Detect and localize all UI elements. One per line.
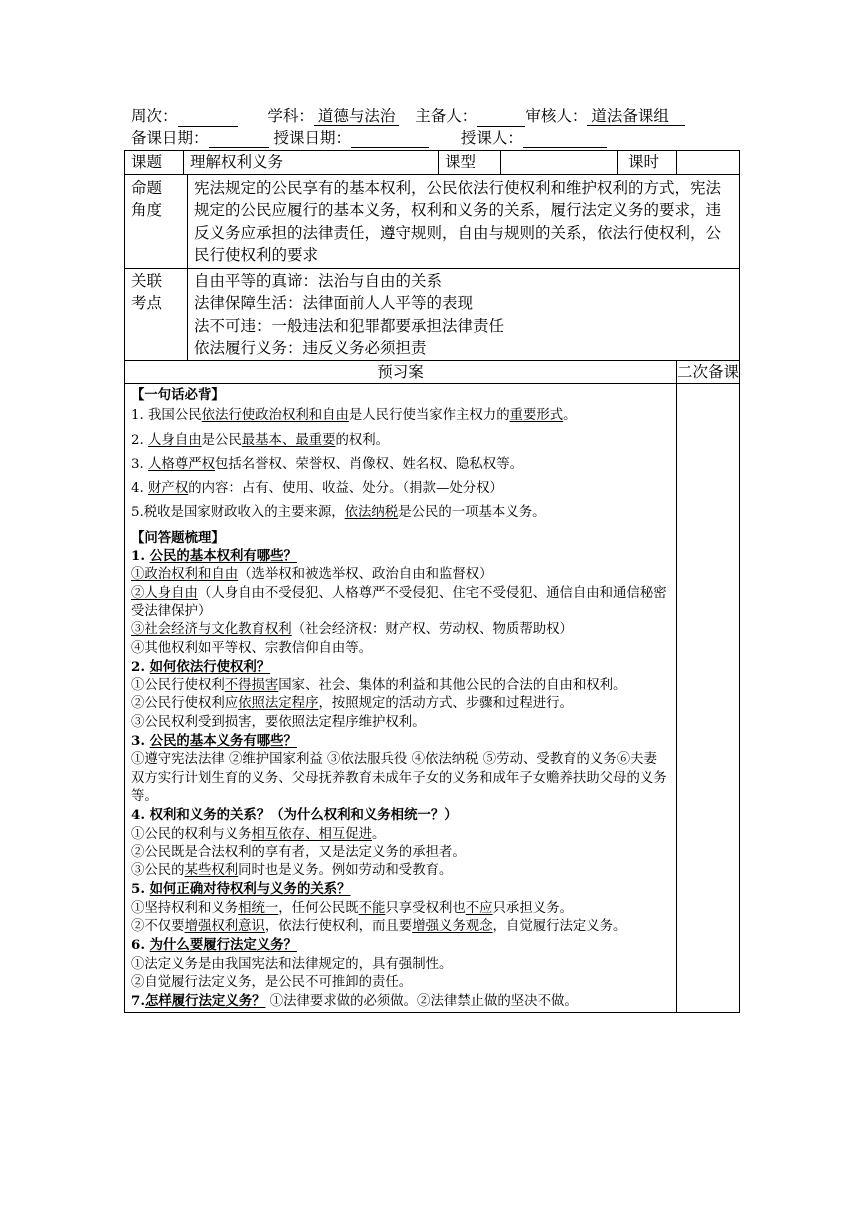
answer-line: ③公民的某些权利同时也是义务。例如劳动和受教育。 xyxy=(131,863,453,879)
question-6: 6. 为什么要履行法定义务？ xyxy=(131,937,297,954)
prep-date-label: 备课日期： xyxy=(131,129,209,147)
related-item: 依法履行义务：违反义务必须担责 xyxy=(194,339,427,357)
related-label-1: 关联 xyxy=(131,271,163,290)
header-line-2 xyxy=(131,128,607,148)
teacher-label: 授课人： xyxy=(460,129,523,147)
teacher-blank xyxy=(523,130,607,148)
question-4: 4. 权利和义务的关系？（为什么权利和义务相统一？） xyxy=(131,807,458,824)
question-5: 5. 如何正确对待权利与义务的关系？ xyxy=(131,881,351,898)
memorize-item-4: 4. 财产权的内容：占有、使用、收益、处分。（捐款—处分权） xyxy=(131,481,503,497)
answer-line: ③公民权利受到损害，要依照法定程序维护权利。 xyxy=(131,714,426,730)
topic-row xyxy=(125,151,740,175)
subject-label: 学科： xyxy=(267,107,314,125)
related-list xyxy=(188,268,740,360)
question-3: 3. 公民的基本义务有哪些？ xyxy=(131,733,297,750)
period-label: 课时 xyxy=(618,151,677,175)
related-row xyxy=(125,268,740,360)
question-2: 2. 如何依法行使权利？ xyxy=(131,658,271,675)
topic-label: 课题 xyxy=(125,151,184,175)
answer-line: ②公民行使权利应依照法定程序，按照规定的活动方式、步骤和过程进行。 xyxy=(131,696,573,712)
second-prep-cell xyxy=(677,384,740,1013)
prep-date-blank xyxy=(209,130,269,148)
answer-line: ②人身自由（人身自由不受侵犯、人格尊严不受侵犯、住宅不受侵犯、通信自由和通信秘密受法律保护） xyxy=(131,585,667,619)
header-line-1 xyxy=(131,106,685,127)
related-item: 自由平等的真谛：法治与自由的关系 xyxy=(194,271,443,290)
answer-line: ②公民既是合法权利的享有者，又是法定义务的承担者。 xyxy=(131,844,466,860)
subject-value: 道德与法治 xyxy=(314,107,400,126)
memorize-item-5: 5.税收是国家财政收入的主要来源，依法纳税是公民的一项基本义务。 xyxy=(131,505,546,521)
preview-header-row xyxy=(125,360,740,384)
period-value xyxy=(677,151,740,175)
second-prep-header: 二次备课 xyxy=(677,360,740,384)
teach-date-blank xyxy=(351,130,429,148)
preparer-label: 主备人： xyxy=(415,107,478,125)
answer-line: ①法定义务是由我国宪法和法律规定的，具有强制性。 xyxy=(131,956,453,972)
teach-date-label: 授课日期： xyxy=(273,129,351,147)
type-label: 课型 xyxy=(439,151,501,175)
topic-value: 理解权利义务 xyxy=(184,151,439,175)
angle-text: 宪法规定的公民享有的基本权利，公民依法行使权利和维护权利的方式，宪法规定的公民应履行的基本义务，权利和义务的关系，履行法定义务的要求，违反义务应承担的法律责任，遵守规则，自由与规则的关系，依法行使权利，公民行使权利的要求 xyxy=(188,174,740,268)
question-7: 7.怎样履行法定义务？ ①法律要求做的必须做。②法律禁止做的坚决不做。 xyxy=(131,993,578,1010)
preview-content xyxy=(125,384,677,1013)
angle-label xyxy=(125,174,188,268)
reviewer-label: 审核人： xyxy=(525,107,588,125)
memorize-item-3: 3. 人格尊严权包括名誉权、荣誉权、肖像权、姓名权、隐私权等。 xyxy=(131,456,523,472)
related-label-2: 考点 xyxy=(131,294,163,312)
week-label: 周次： xyxy=(131,107,178,125)
answer-line: ②不仅要增强权利意识，依法行使权利，而且要增强义务观念，自觉履行法定义务。 xyxy=(131,919,627,935)
preview-content-row xyxy=(125,384,740,1013)
section-title: 【问答题梳理】 xyxy=(131,529,225,546)
reviewer-value: 道法备课组 xyxy=(587,107,685,126)
answer-line: ①政治权利和自由（选举权和被选举权、政治自由和监督权） xyxy=(131,567,493,583)
answer-line: ①公民行使权利不得损害国家、社会、集体的利益和其他公民的合法的自由和权利。 xyxy=(131,678,627,694)
question-1: 1. 公民的基本权利有哪些？ xyxy=(131,548,297,565)
related-item: 法不可违：一般违法和犯罪都要承担法律责任 xyxy=(194,316,505,335)
answer-line: ①公民的权利与义务相互依存、相互促进。 xyxy=(131,826,386,842)
angle-row xyxy=(125,174,740,268)
answer-line: ②自觉履行法定义务，是公民不可推卸的责任。 xyxy=(131,974,413,990)
angle-label-1: 命题 xyxy=(131,178,163,197)
related-label xyxy=(125,268,188,360)
answer-line: ①坚持权利和义务相统一，任何公民既不能只享受权利也不应只承担义务。 xyxy=(131,900,573,916)
section-title: 【一句话必背】 xyxy=(131,387,225,403)
preparer-blank xyxy=(477,109,525,127)
answer-line: ③社会经济与文化教育权利（社会经济权：财产权、劳动权、物质帮助权） xyxy=(131,622,573,638)
memorize-item-2: 2. 人身自由是公民最基本、最重要的权利。 xyxy=(131,432,390,448)
preview-header: 预习案 xyxy=(125,360,677,384)
week-blank xyxy=(178,109,238,127)
angle-label-2: 角度 xyxy=(131,201,163,219)
lesson-table xyxy=(124,150,740,1013)
answer-line: ④其他权利如平等权、宗教信仰自由等。 xyxy=(131,640,373,656)
memorize-item-1: 1. 我国公民依法行使政治权利和自由是人民行使当家作主权力的重要形式。 xyxy=(131,408,577,424)
type-value xyxy=(501,151,618,175)
related-item: 法律保障生活：法律面前人人平等的表现 xyxy=(194,294,474,312)
answer-line: ①遵守宪法法律 ②维护国家利益 ③依法服兵役 ④依法纳税 ⑤劳动、受教育的义务⑥夫妻双方实行计划生育的义务、父母抚养教育未成年子女的义务和成年子女赡养扶助父母的义务等。 xyxy=(131,752,667,804)
